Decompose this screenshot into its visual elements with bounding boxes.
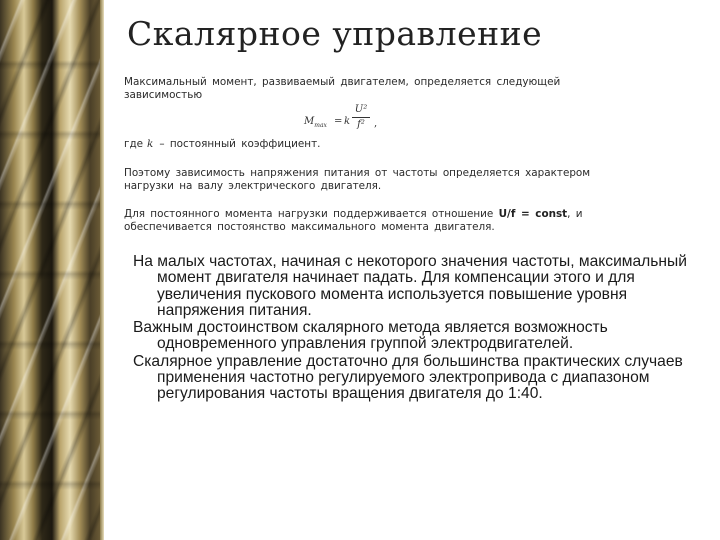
- slide-title: Скалярное управление: [127, 14, 543, 53]
- body-text: [133, 254, 693, 404]
- border-edge: [100, 0, 104, 540]
- formula-fraction: [352, 104, 370, 131]
- body-paragraph-2: Важным достоинством скалярного метода является возможность одновременного управления группой электродвигателей.: [133, 319, 608, 353]
- body-paragraph-1: На малых частотах, начиная с некоторого значения частоты, максимальный момент двигателя начинает падать. Для компенсации этого и для увеличения пускового момента используется повышение уровня напряжения питания.: [133, 253, 687, 319]
- excerpt-constant: Для постоянного момента нагрузки поддерживается отношение U/f = const, и обеспечивается постоянство максимального момента двигателя.: [124, 208, 583, 233]
- fraction-bar: [352, 117, 370, 118]
- formula-coefficient: k: [344, 116, 351, 127]
- excerpt-intro: Максимальный момент, развиваемый двигателем, определяется следующей зависимостью: [124, 76, 561, 101]
- formula-numerator: U²: [354, 104, 368, 115]
- body-paragraph-3: Скалярное управление достаточно для большинства практических случаев применения частотно регулируемого электропривода с диапазоном регулирования частоты вращения двигателя до 1:40.: [133, 352, 683, 403]
- excerpt-therefore: Поэтому зависимость напряжения питания от частоты определяется характером нагрузки на валу электрического двигателя.: [124, 167, 591, 192]
- formula-denominator: f²: [357, 119, 365, 130]
- formula-trailing: ,: [374, 118, 378, 129]
- torque-formula: [304, 103, 394, 137]
- excerpt-where: где k – постоянный коэффициент.: [124, 138, 321, 150]
- formula-equals: =: [334, 116, 343, 127]
- decorative-border: [0, 0, 100, 540]
- ratio-expression: U/f = const: [498, 208, 568, 220]
- formula-lhs: $M_{max}$: [304, 116, 327, 129]
